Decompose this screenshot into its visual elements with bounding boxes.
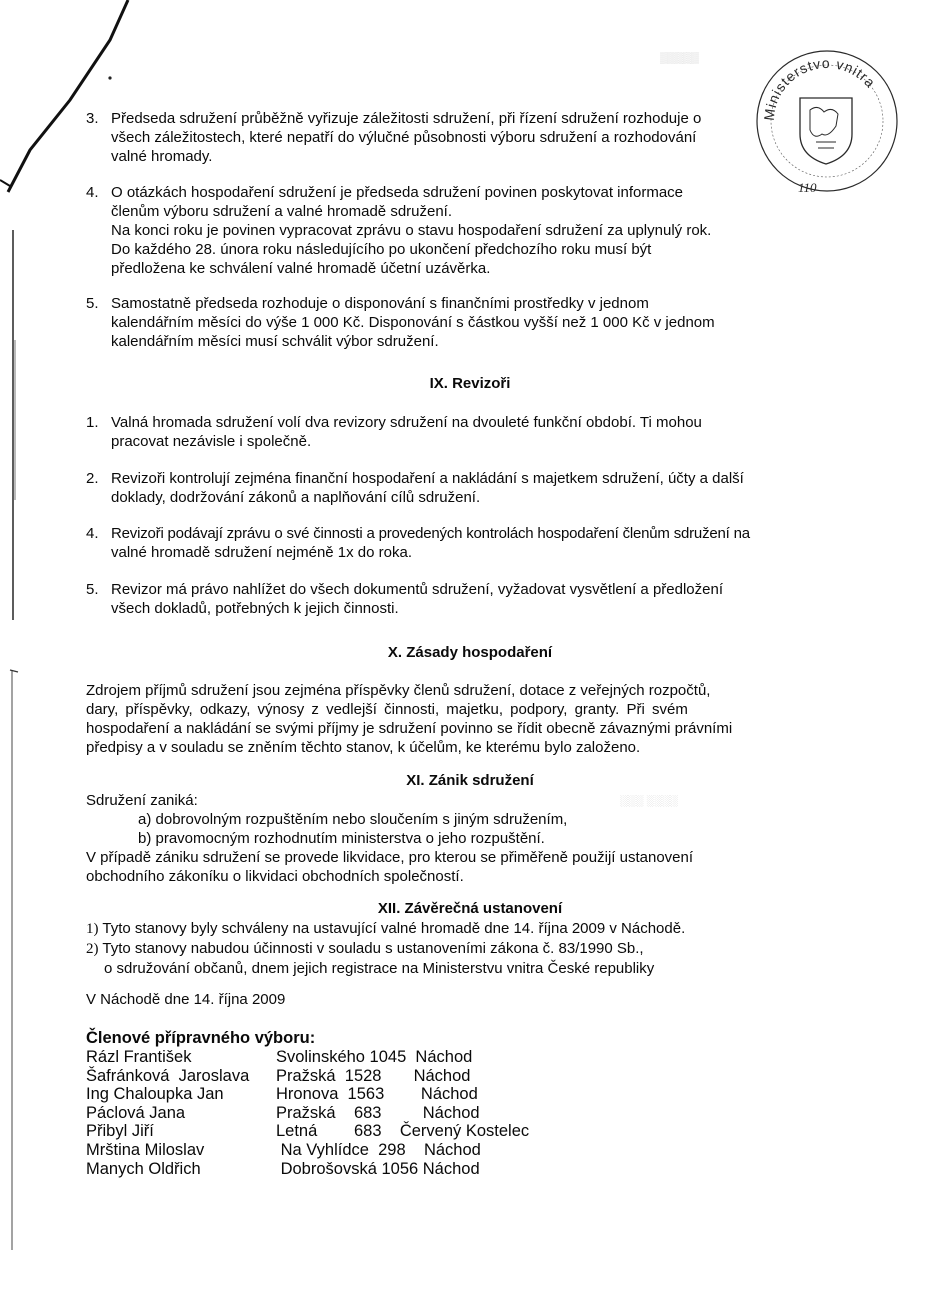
member-address: Pražská 1528 Náchod (276, 1066, 471, 1085)
coat-of-arms-emblem (800, 98, 852, 164)
text-line: Na konci roku je povinen vypracovat zprávu o stavu hospodaření sdružení za uplynulý rok. (111, 222, 712, 239)
text-line: členům výboru sdružení a valné hromadě sdružení. (111, 203, 453, 220)
item-text (111, 413, 801, 451)
text-line: Revizoři kontrolují zejména finanční hospodaření a nakládání s majetkem sdružení, účty a další (111, 470, 744, 487)
item-text (111, 524, 801, 562)
margin-pen-stroke (0, 0, 140, 200)
text-line: obchodního zákoníku o likvidaci obchodních společností. (86, 868, 464, 885)
paragraph (86, 919, 786, 978)
item-number: 2. (86, 470, 99, 487)
faint-scan-artifact: ▒▒▒▒▒ (660, 52, 699, 64)
stamp-text: Ministerstvo vnitra (760, 54, 880, 122)
item-number: 4. (86, 184, 99, 201)
committee-heading: Členové přípravného výboru: (86, 1029, 316, 1047)
member-address: Dobrošovská 1056 Náchod (276, 1159, 480, 1178)
member-name: Ing Chaloupka Jan (86, 1085, 224, 1104)
text-line: předpisy a v souladu se zněním těchto stanov, k účelům, ke kterému bylo založeno. (86, 739, 641, 756)
item-text (111, 294, 801, 351)
member-name: Šafránková Jaroslava (86, 1066, 250, 1085)
item-number: 2) (86, 941, 99, 957)
item-text (111, 109, 801, 166)
item-text (111, 580, 801, 618)
text-line: Sdružení zaniká: (86, 792, 198, 809)
member-address: Na Vyhlídce 298 Náchod (276, 1140, 481, 1159)
item-number: 5. (86, 581, 99, 598)
faint-scan-artifact: ░░░ ░░░░ (620, 795, 678, 807)
section-heading: X. Zásady hospodaření (387, 644, 553, 661)
text-line (86, 919, 786, 939)
text-line: V případě zániku sdružení se provede likvidace, pro kterou se přiměřeně použijí ustanovení (86, 849, 694, 866)
item-number: 5. (86, 295, 99, 312)
text-line: kalendářním měsíci musí schválit výbor sdružení. (111, 333, 439, 350)
text-line: Revizoři podávají zprávu o své činnosti a provedených kontrolách hospodaření členům sdružení na (111, 525, 750, 542)
section-heading: XI. Zánik sdružení (406, 772, 534, 789)
text-line: všech záležitostech, které nepatří do výlučné působnosti výboru sdružení a rozhodování (111, 129, 697, 146)
stamp-number: 110 (798, 180, 817, 195)
text-line (86, 939, 786, 959)
member-address: Hronova 1563 Náchod (276, 1085, 478, 1104)
item-number: 1. (86, 414, 99, 431)
section-heading: XII. Závěrečná ustanovení (377, 900, 563, 917)
member-name: Přibyl Jiří (86, 1122, 154, 1141)
text-line: předložena ke schválení valné hromadě účetní uzávěrka. (111, 260, 491, 277)
item-text (111, 183, 801, 278)
text-line: Samostatně předseda rozhoduje o disponování s finančními prostředky v jednom (111, 295, 649, 312)
item-number: 3. (86, 110, 99, 127)
section-heading: IX. Revizoři (429, 375, 511, 392)
item-number: 4. (86, 525, 99, 542)
text-line: Zdrojem příjmů sdružení jsou zejména příspěvky členů sdružení, dotace z veřejných rozpočtů, (86, 682, 711, 699)
list-option: a) dobrovolným rozpuštěním nebo sloučením s jiným sdružením, (138, 811, 568, 828)
member-name: Manych Oldřich (86, 1159, 201, 1178)
item-number: 1) (86, 921, 99, 937)
text-line: dary, příspěvky, odkazy, výnosy z vedlejší činnosti, majetku, podpory, granty. Při svém (86, 701, 688, 718)
member-name: Páclová Jana (86, 1103, 186, 1122)
paragraph (86, 791, 806, 886)
member-address: Pražská 683 Náchod (276, 1103, 480, 1122)
text-line: o sdružování občanů, dnem jejich registrace na Ministerstvu vnitra České republiky (104, 960, 655, 977)
margin-binding-marks (0, 200, 20, 1293)
item-text (111, 469, 801, 507)
text-line: pracovat nezávisle i společně. (111, 433, 312, 450)
text-line: Do každého 28. února roku následujícího po ukončení předchozího roku musí být (111, 241, 652, 258)
member-address: Letná 683 Červený Kostelec (276, 1122, 530, 1141)
member-address: Svolinského 1045 Náchod (276, 1048, 473, 1066)
member-name: Rázl František (86, 1048, 192, 1066)
text-line: kalendářním měsíci do výše 1 000 Kč. Disponování s částkou vyšší než 1 000 Kč v jednom (111, 314, 715, 331)
text-line: O otázkách hospodaření sdružení je předseda sdružení povinen poskytovat informace (111, 184, 684, 201)
text-line: Předseda sdružení průběžně vyřizuje záležitosti sdružení, při řízení sdružení rozhoduje o (111, 110, 702, 127)
text-line: valné hromady. (111, 148, 213, 165)
paragraph (86, 681, 806, 757)
date-line: V Náchodě dne 14. října 2009 (86, 991, 286, 1008)
list-option: b) pravomocným rozhodnutím ministerstva o jeho rozpuštění. (138, 830, 545, 847)
item-text: Tyto stanovy byly schváleny na ustavující valné hromadě dne 14. října 2009 v Náchodě. (102, 920, 686, 937)
text-line: všech dokladů, potřebných k jejich činnosti. (111, 600, 399, 617)
text-line: valné hromadě sdružení nejméně 1x do roka. (111, 544, 413, 561)
item-text: Tyto stanovy nabudou účinnosti v souladu s ustanoveními zákona č. 83/1990 Sb., (102, 940, 644, 957)
text-line: doklady, dodržování zákonů a naplňování cílů sdružení. (111, 489, 481, 506)
text-line: Revizor má právo nahlížet do všech dokumentů sdružení, vyžadovat vysvětlení a předložení (111, 581, 723, 598)
member-name: Mrština Miloslav (86, 1140, 205, 1159)
text-line: Valná hromada sdružení volí dva revizory sdružení na dvouleté funkční období. Ti mohou (111, 414, 702, 431)
text-line: hospodaření a nakládání se svými příjmy je sdružení povinno se řídit obecně závaznými právními (86, 720, 733, 737)
